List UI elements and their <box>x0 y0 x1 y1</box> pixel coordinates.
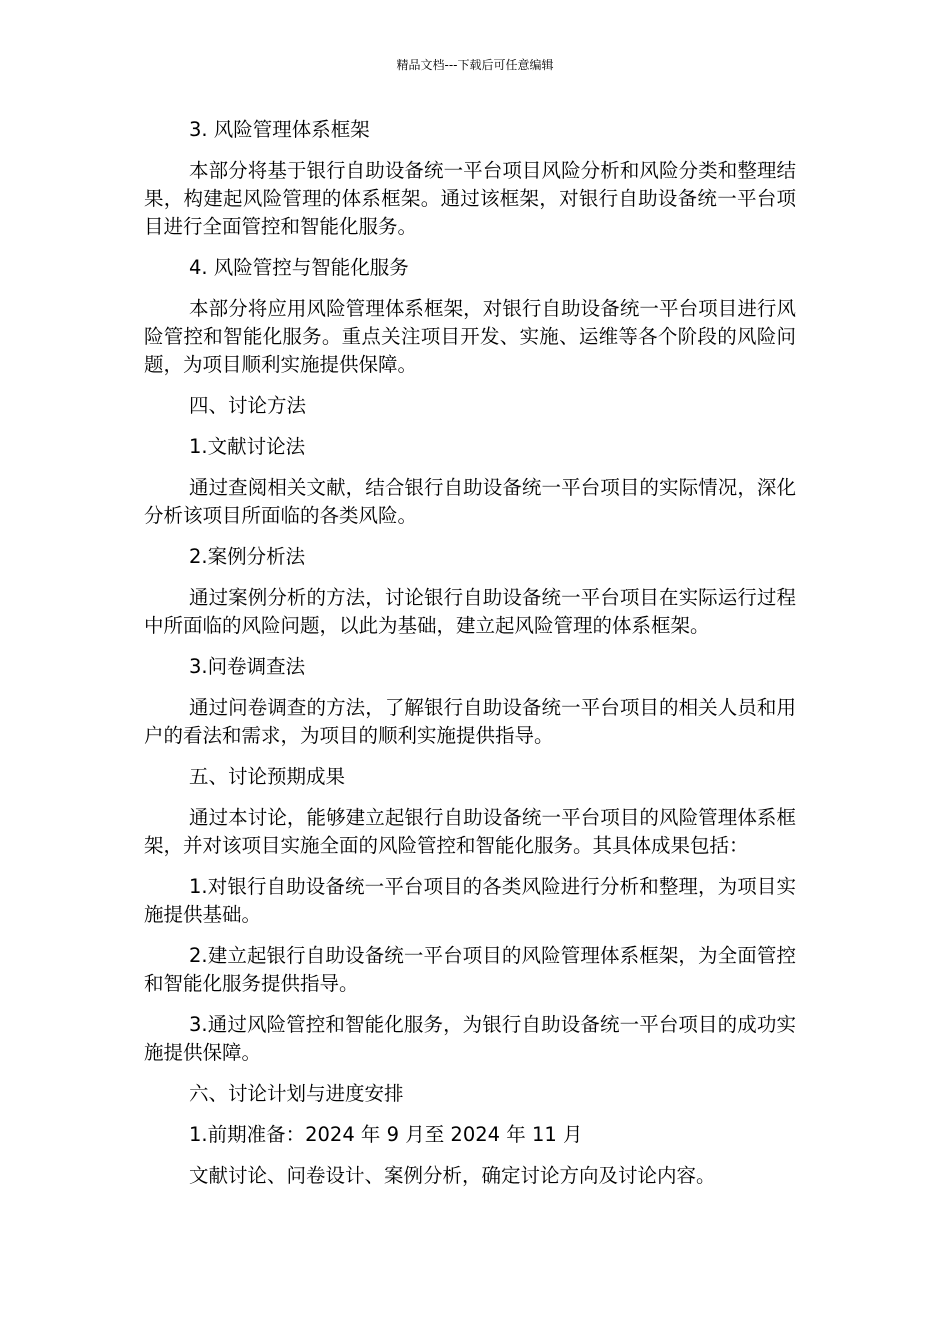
body-paragraph: 文献讨论、问卷设计、案例分析，确定讨论方向及讨论内容。 <box>189 1164 716 1187</box>
chapter-heading: 五、讨论预期成果 <box>189 765 346 788</box>
list-item: 1.对银行自助设备统一平台项目的各类风险进行分析和整理，为项目实施提供基础。 <box>144 875 796 926</box>
body-paragraph: 通过查阅相关文献，结合银行自助设备统一平台项目的实际情况，深化分析该项目所面临的各类风险。 <box>144 476 796 527</box>
body-paragraph: 通过本讨论，能够建立起银行自助设备统一平台项目的风险管理体系框架，并对该项目实施全面的风险管控和智能化服务。其具体成果包括： <box>144 806 796 857</box>
body-paragraph: 通过案例分析的方法，讨论银行自助设备统一平台项目在实际运行过程中所面临的风险问题，以此为基础，建立起风险管理的体系框架。 <box>144 586 796 637</box>
section-heading: 3. 风险管理体系框架 <box>189 118 370 141</box>
schedule-item: 1.前期准备：2024 年 9 月至 2024 年 11 月 <box>189 1123 583 1146</box>
body-paragraph: 本部分将基于银行自助设备统一平台项目风险分析和风险分类和整理结果，构建起风险管理的体系框架。通过该框架，对银行自助设备统一平台项目进行全面管控和智能化服务。 <box>144 159 796 238</box>
section-heading: 1.文献讨论法 <box>189 435 306 458</box>
chapter-heading: 六、讨论计划与进度安排 <box>189 1082 404 1105</box>
chapter-heading: 四、讨论方法 <box>189 394 307 417</box>
section-heading: 2.案例分析法 <box>189 545 306 568</box>
section-heading: 4. 风险管控与智能化服务 <box>189 256 409 279</box>
body-paragraph: 本部分将应用风险管理体系框架，对银行自助设备统一平台项目进行风险管控和智能化服务。重点关注项目开发、实施、运维等各个阶段的风险问题，为项目顺利实施提供保障。 <box>144 297 796 376</box>
body-paragraph: 通过问卷调查的方法，了解银行自助设备统一平台项目的相关人员和用户的看法和需求，为项目的顺利实施提供指导。 <box>144 696 796 747</box>
page-header: 精品文档---下载后可任意编辑 <box>396 58 554 72</box>
document-body <box>144 116 796 1190</box>
section-heading: 3.问卷调查法 <box>189 655 306 678</box>
list-item: 3.通过风险管控和智能化服务，为银行自助设备统一平台项目的成功实施提供保障。 <box>144 1013 796 1064</box>
list-item: 2.建立起银行自助设备统一平台项目的风险管理体系框架，为全面管控和智能化服务提供指导。 <box>144 944 796 995</box>
